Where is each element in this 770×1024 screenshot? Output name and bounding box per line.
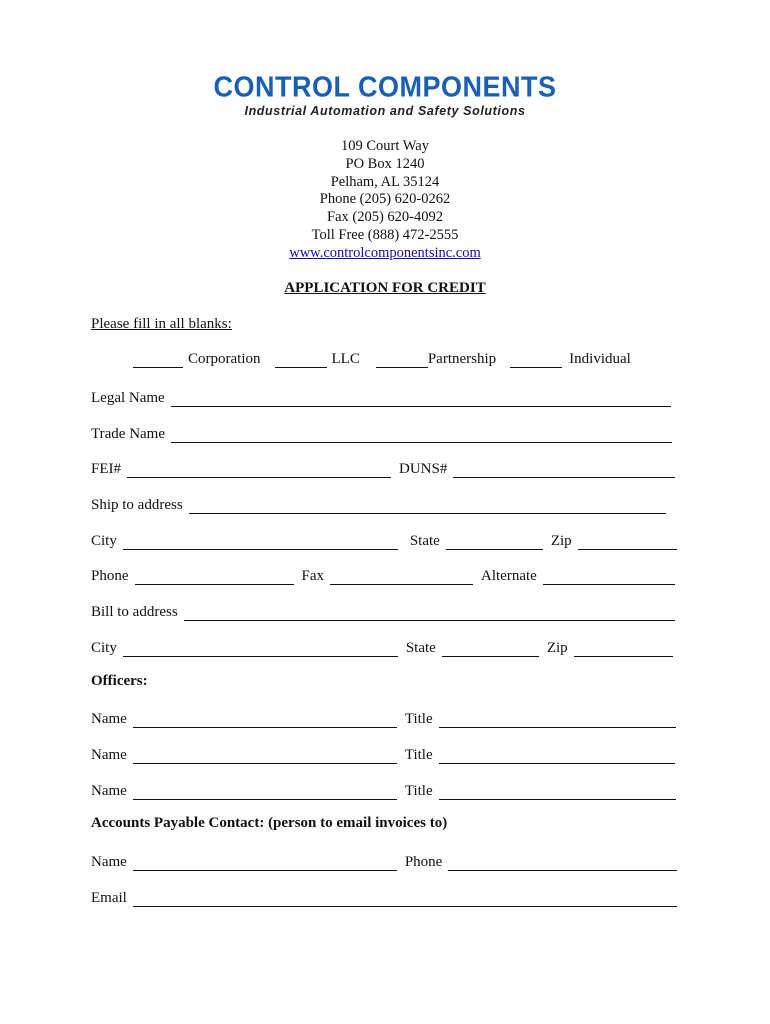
address-toll-free: Toll Free (888) 472-2555: [311, 226, 459, 243]
officer-1-title-label: Title: [404, 711, 433, 727]
bill-state-label: State: [405, 640, 436, 656]
alternate-label: Alternate: [481, 568, 537, 584]
officer-2-title-label: Title: [404, 747, 433, 763]
ship-city-field[interactable]: [123, 535, 398, 550]
ship-to-row: [91, 494, 666, 514]
ship-zip-field[interactable]: [578, 535, 677, 550]
ship-to-label: Ship to address: [91, 497, 183, 513]
ship-zip-label: Zip: [550, 533, 572, 549]
officer-1-name-label: Name: [91, 711, 127, 727]
ap-email-label: Email: [91, 890, 127, 906]
address-fax: Fax (205) 620-4092: [327, 209, 443, 226]
ap-contact-heading: Accounts Payable Contact: (person to email invoices to): [91, 815, 448, 831]
form-title: APPLICATION FOR CREDIT: [284, 280, 486, 296]
officer-3-title-field[interactable]: [439, 785, 676, 800]
company-address: [0, 138, 770, 263]
address-phone: Phone (205) 620-0262: [319, 191, 451, 208]
officer-3-name-field[interactable]: [133, 785, 397, 800]
ap-phone-field[interactable]: [448, 856, 677, 871]
ship-state-label: State: [409, 533, 440, 549]
logo-name: CONTROL COMPONENTS: [213, 71, 557, 103]
phone-label: Phone: [91, 568, 129, 584]
website-link[interactable]: www.controlcomponentsinc.com: [289, 244, 481, 261]
individual-label: Individual: [569, 351, 631, 367]
entity-type-options: [133, 351, 631, 368]
ship-to-field[interactable]: [189, 499, 666, 514]
bill-to-row: [91, 601, 675, 621]
address-city-state-zip: Pelham, AL 35124: [330, 173, 440, 190]
legal-name-row: [91, 387, 671, 407]
bill-zip-field[interactable]: [574, 642, 673, 657]
ap-contact-row: [91, 851, 677, 871]
ship-city-label: City: [91, 533, 117, 549]
officer-2-name-label: Name: [91, 747, 127, 763]
company-logo: [0, 72, 770, 119]
address-po-box: PO Box 1240: [345, 155, 425, 172]
officer-2-title-field[interactable]: [439, 749, 675, 764]
officer-3-name-label: Name: [91, 783, 127, 799]
corporation-label: Corporation: [188, 351, 261, 367]
ap-name-label: Name: [91, 854, 127, 870]
logo-tagline: Industrial Automation and Safety Solutions: [244, 104, 526, 118]
legal-name-field[interactable]: [171, 392, 671, 407]
ship-city-row: [91, 530, 677, 550]
officer-1-title-field[interactable]: [439, 713, 676, 728]
fei-field[interactable]: [127, 463, 391, 478]
corporation-blank[interactable]: [133, 353, 183, 368]
llc-blank[interactable]: [275, 353, 327, 368]
bill-to-label: Bill to address: [91, 604, 178, 620]
bill-city-field[interactable]: [123, 642, 398, 657]
fei-duns-row: [91, 458, 675, 478]
officer-2-name-field[interactable]: [133, 749, 397, 764]
trade-name-row: [91, 423, 672, 443]
officer-3-row: [91, 780, 676, 800]
ap-email-row: [91, 887, 677, 907]
phone-field[interactable]: [135, 570, 294, 585]
phone-row: [91, 565, 675, 585]
partnership-blank[interactable]: [376, 353, 428, 368]
officer-3-title-label: Title: [404, 783, 433, 799]
trade-name-field[interactable]: [171, 428, 672, 443]
officers-heading: Officers:: [91, 673, 148, 689]
fax-field[interactable]: [330, 570, 473, 585]
legal-name-label: Legal Name: [91, 390, 165, 406]
partnership-label: Partnership: [427, 351, 497, 367]
form-instructions: Please fill in all blanks:: [91, 316, 232, 332]
bill-zip-label: Zip: [546, 640, 568, 656]
alternate-field[interactable]: [543, 570, 675, 585]
individual-blank[interactable]: [510, 353, 562, 368]
fei-label: FEI#: [91, 461, 121, 477]
fax-label: Fax: [301, 568, 324, 584]
duns-field[interactable]: [453, 463, 675, 478]
bill-city-row: [91, 637, 673, 657]
bill-city-label: City: [91, 640, 117, 656]
trade-name-label: Trade Name: [91, 426, 166, 442]
ap-name-field[interactable]: [133, 856, 397, 871]
officer-1-row: [91, 708, 676, 728]
bill-to-field[interactable]: [184, 606, 675, 621]
ap-email-field[interactable]: [133, 892, 677, 907]
bill-state-field[interactable]: [442, 642, 539, 657]
address-street: 109 Court Way: [341, 138, 429, 154]
ship-state-field[interactable]: [446, 535, 543, 550]
llc-label: LLC: [331, 351, 360, 367]
officer-2-row: [91, 744, 675, 764]
ap-phone-label: Phone: [404, 854, 443, 870]
duns-label: DUNS#: [399, 461, 448, 477]
officer-1-name-field[interactable]: [133, 713, 397, 728]
